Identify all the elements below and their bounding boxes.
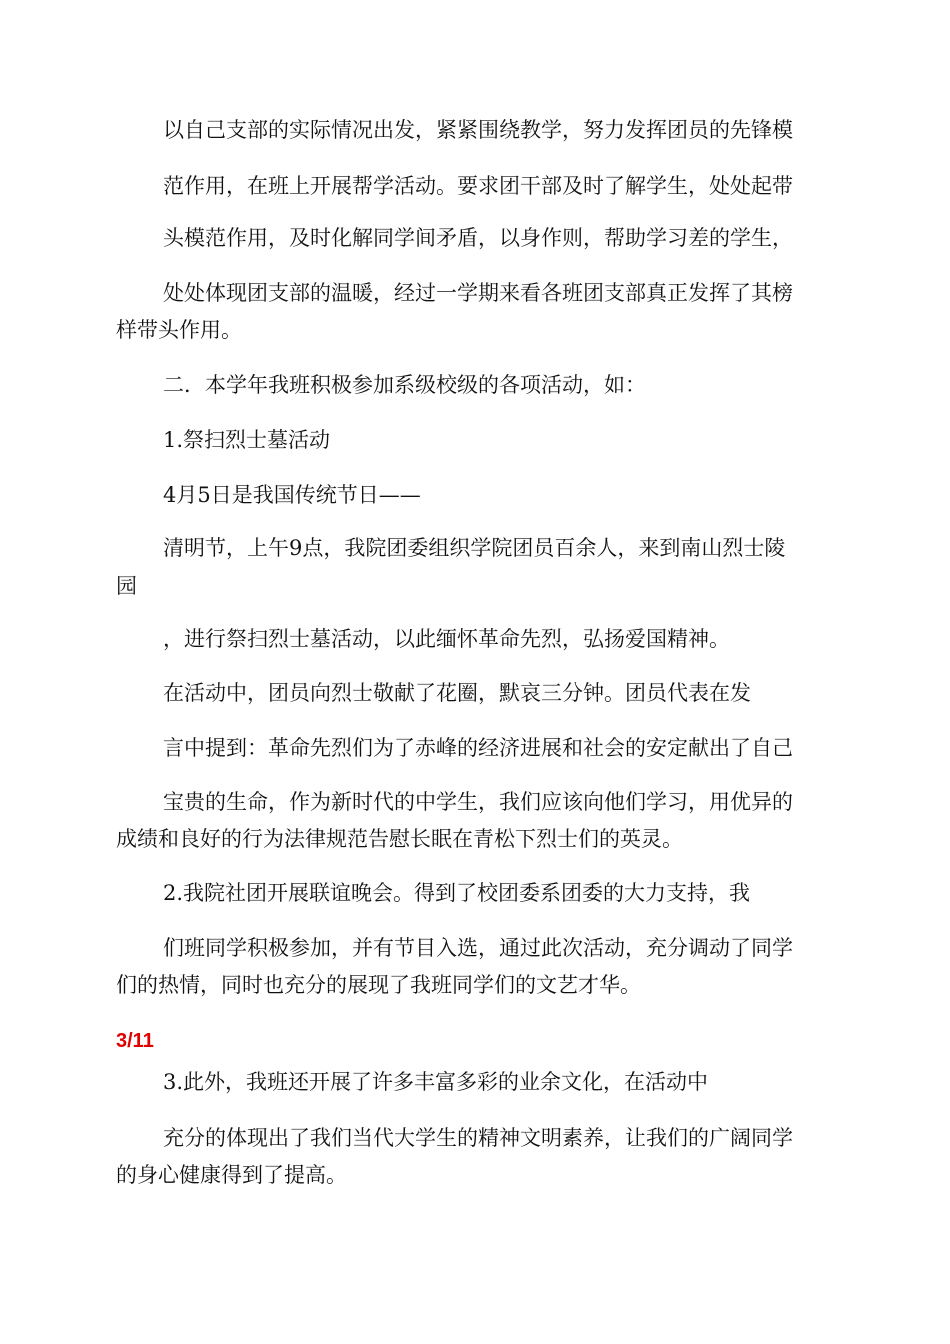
text-line: 充分的体现出了我们当代大学生的精神文明素养，让我们的广阔同学 <box>163 1126 793 1150</box>
text-line: 4月5日是我国传统节日—— <box>163 483 421 507</box>
section-heading: 二．本学年我班积极参加系级校级的各项活动，如： <box>163 373 646 397</box>
text-line: ，进行祭扫烈士墓活动，以此缅怀革命先烈，弘扬爱国精神。 <box>163 627 730 651</box>
text-line: 范作用，在班上开展帮学活动。要求团干部及时了解学生，处处起带 <box>163 174 793 198</box>
text-line: 清明节，上午9点，我院团委组织学院团员百余人，来到南山烈士陵 <box>163 536 786 560</box>
text-line: 在活动中，团员向烈士敬献了花圈，默哀三分钟。团员代表在发 <box>163 681 751 705</box>
text-line: 头模范作用，及时化解同学间矛盾，以身作则，帮助学习差的学生， <box>163 226 793 250</box>
text-line: 样带头作用。 <box>116 318 242 342</box>
text-line: 言中提到：革命先烈们为了赤峰的经济进展和社会的安定献出了自己 <box>163 736 793 760</box>
text-line: 园 <box>116 574 137 598</box>
page-number: 3/11 <box>116 1030 154 1052</box>
list-item-heading: 1.祭扫烈士墓活动 <box>163 428 331 452</box>
text-line: 宝贵的生命，作为新时代的中学生，我们应该向他们学习，用优异的 <box>163 790 793 814</box>
text-line: 处处体现团支部的温暖，经过一学期来看各班团支部真正发挥了其榜 <box>163 281 793 305</box>
list-item-heading: 2.我院社团开展联谊晚会。得到了校团委系团委的大力支持，我 <box>163 881 751 905</box>
text-line: 以自己支部的实际情况出发，紧紧围绕教学，努力发挥团员的先锋模 <box>163 118 793 142</box>
text-line: 们的热情，同时也充分的展现了我班同学们的文艺才华。 <box>116 973 641 997</box>
text-line: 成绩和良好的行为法律规范告慰长眠在青松下烈士们的英灵。 <box>116 827 683 851</box>
text-line: 们班同学积极参加，并有节目入选，通过此次活动，充分调动了同学 <box>163 936 793 960</box>
list-item-heading: 3.此外，我班还开展了许多丰富多彩的业余文化，在活动中 <box>163 1070 709 1094</box>
text-line: 的身心健康得到了提高。 <box>116 1163 347 1187</box>
